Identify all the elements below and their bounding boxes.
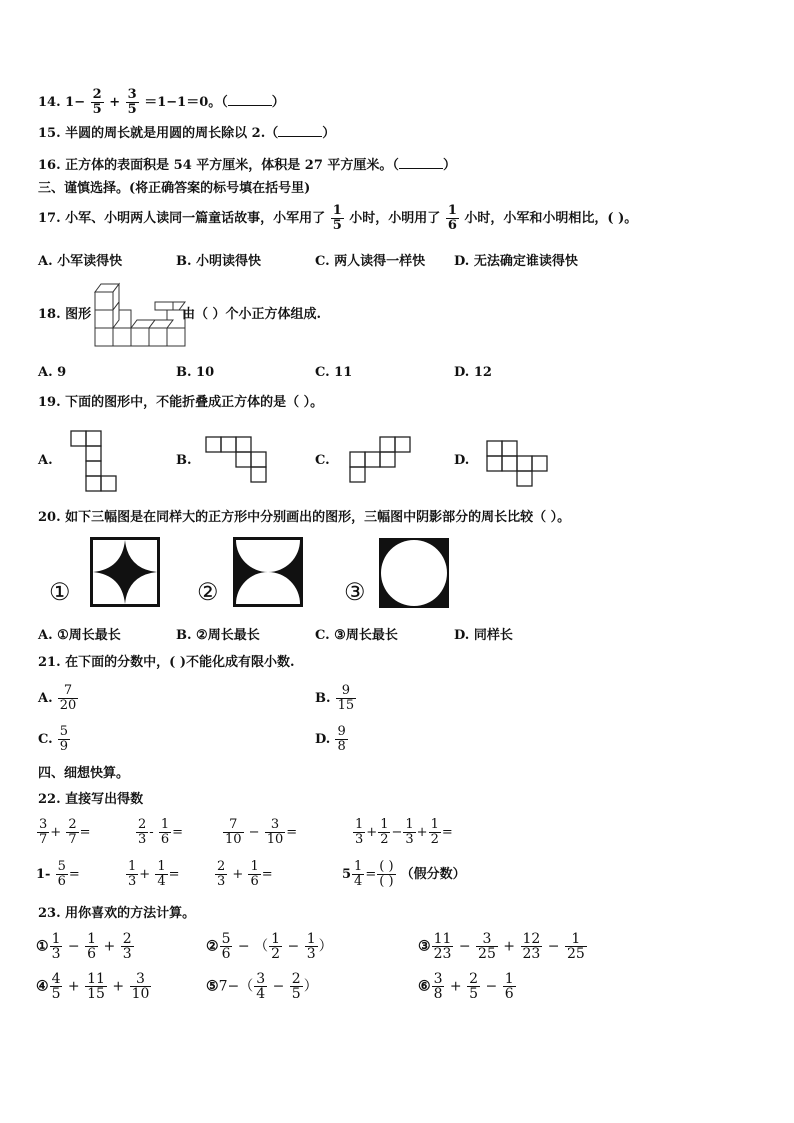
- q19-option-c[interactable]: C.: [315, 453, 330, 468]
- q19-net-d: [486, 440, 551, 488]
- q19-option-a[interactable]: A.: [38, 453, 53, 468]
- option-label: D.: [315, 732, 331, 747]
- q19-option-d[interactable]: D.: [454, 453, 470, 468]
- q14-fraction-1: $\frac{2}{5}$: [92, 87, 102, 117]
- q23-line: 23. 用你喜欢的方法计算。: [38, 906, 196, 921]
- q14-fraction-2: $\frac{3}{5}$: [127, 87, 137, 117]
- improper-fraction-note: （假分数）: [400, 867, 466, 882]
- q16-text: 16. 正方体的表面积是 54 平方厘米，体积是 27 平方厘米。（: [38, 158, 399, 173]
- q17-text-a: 17. 小军、小明两人读同一篇童话故事，小军用了: [38, 211, 326, 226]
- q14-close: ）: [271, 95, 285, 110]
- option-label: C.: [38, 732, 53, 747]
- q22-expr-7: $\frac{2}{3}$ + $\frac{1}{6}$ =: [217, 859, 273, 889]
- q14-line: [38, 88, 285, 117]
- q18-label: 18. 图形: [38, 307, 92, 322]
- option-label: B.: [315, 691, 331, 706]
- q23-expr-2: ② $\frac{5}{6}$ − （ $\frac{1}{2}$ − $\frac{1}{3}$ ）: [206, 931, 333, 962]
- q20-figure-2-semicircles: [233, 537, 303, 607]
- q21-option-c[interactable]: [38, 725, 71, 754]
- q21-line: 21. 在下面的分数中，( )不能化成有限小数.: [38, 655, 295, 670]
- q17-fraction-2: $\frac{1}{6}$: [447, 203, 457, 233]
- q17-fraction-1: $\frac{1}{5}$: [332, 203, 342, 233]
- q18-option-b[interactable]: B. 10: [176, 365, 215, 380]
- q22-expr-5: 1- $\frac{5}{6}$ =: [36, 859, 80, 889]
- q18-option-c[interactable]: C. 11: [315, 365, 353, 380]
- q17-option-c[interactable]: C. 两人读得一样快: [315, 254, 426, 269]
- q21-fraction-c: $\frac{5}{9}$: [59, 724, 69, 754]
- q22-expr-6: $\frac{1}{3}$ + $\frac{1}{4}$ =: [128, 859, 180, 889]
- q17-line: [38, 204, 637, 233]
- q19-net-c: [349, 436, 414, 484]
- q15-close: ）: [322, 126, 336, 141]
- q17-text-c: 小时，小军和小明相比，( )。: [464, 211, 638, 226]
- q21-fraction-b: $\frac{9}{15}$: [337, 683, 355, 713]
- q19-net-a: [70, 430, 120, 492]
- q23-expr-3: ③ $\frac{11}{23}$ − $\frac{3}{25}$ + $\frac{12}{23}$ − $\frac{1}{25}$: [418, 931, 585, 962]
- q19-net-b: [205, 436, 270, 484]
- q21-option-a[interactable]: [38, 684, 79, 713]
- q21-option-b[interactable]: [315, 684, 357, 713]
- q17-option-d[interactable]: D. 无法确定谁读得快: [454, 254, 578, 269]
- q18-cube-figure: [93, 280, 188, 350]
- q22-expr-2: $\frac{2}{3}$ - $\frac{1}{6}$ =: [138, 817, 183, 847]
- q17-option-b[interactable]: B. 小明读得快: [176, 254, 262, 269]
- q22-expr-3: $\frac{7}{10}$ − $\frac{3}{10}$ =: [225, 817, 298, 847]
- q20-mark-2: ②: [197, 578, 219, 606]
- q16-line: [38, 156, 456, 174]
- q21-fraction-a: $\frac{7}{20}$: [59, 683, 77, 713]
- q17-text-b: 小时，小明用了: [349, 211, 441, 226]
- q20-option-b[interactable]: B. ②周长最长: [176, 628, 260, 643]
- q23-expr-5: ⑤7−（ $\frac{3}{4}$ − $\frac{2}{5}$ ）: [206, 971, 318, 1002]
- q15-line: [38, 124, 335, 142]
- q20-option-c[interactable]: C. ③周长最长: [315, 628, 398, 643]
- q20-line: 20. 如下三幅图是在同样大的正方形中分别画出的图形，三幅图中阴影部分的周长比较（ ）。: [38, 510, 571, 525]
- q18-option-a[interactable]: A. 9: [38, 365, 67, 380]
- q19-line: 19. 下面的图形中，不能折叠成正方体的是（ ）。: [38, 395, 324, 410]
- answer-blank[interactable]: [399, 156, 443, 169]
- q20-figure-3-circle-in-square: [379, 538, 449, 608]
- q23-expr-6: ⑥ $\frac{3}{8}$ + $\frac{2}{5}$ − $\frac{1}{6}$: [418, 971, 514, 1002]
- q20-option-d[interactable]: D. 同样长: [454, 628, 513, 643]
- plus-sign: +: [109, 95, 121, 110]
- q20-option-a[interactable]: A. ①周长最长: [38, 628, 121, 643]
- option-label: A.: [38, 691, 53, 706]
- q22-expr-1: $\frac{3}{7}$ + $\frac{2}{7}$ =: [39, 817, 91, 847]
- q20-mark-3: ③: [344, 578, 366, 606]
- q20-figure-1-four-quarter-circles: [90, 537, 160, 607]
- q17-option-a[interactable]: A. 小军读得快: [38, 254, 123, 269]
- q19-option-b[interactable]: B.: [176, 453, 192, 468]
- answer-blank[interactable]: [228, 93, 272, 106]
- q14-tail: ＝1−1＝0。（: [144, 95, 228, 110]
- q15-text: 15. 半圆的周长就是用圆的周长除以 2.（: [38, 126, 279, 141]
- q22-expr-4: $\frac{1}{3}$ + $\frac{1}{2}$ − $\frac{1}{3}$ + $\frac{1}{2}$ =: [355, 817, 453, 847]
- q21-option-d[interactable]: [315, 725, 349, 754]
- q18-option-d[interactable]: D. 12: [454, 365, 492, 380]
- q16-close: ）: [442, 158, 456, 173]
- q23-expr-1: ① $\frac{1}{3}$ − $\frac{1}{6}$ + $\frac{2}{3}$: [36, 931, 132, 962]
- q14-number: 14.: [38, 95, 61, 110]
- q23-expr-4: ④ $\frac{4}{5}$ + $\frac{11}{15}$ + $\frac{3}{10}$: [36, 971, 150, 1002]
- q14-lead: 1−: [65, 95, 86, 110]
- answer-blank[interactable]: [278, 124, 322, 137]
- q22-expr-8: 5 $\frac{1}{4}$ = $\frac{( )}{( )}$ （假分数）: [342, 859, 466, 889]
- q18-tail: 由（ ）个小正方体组成.: [182, 307, 322, 322]
- q21-fraction-d: $\frac{9}{8}$: [337, 724, 346, 754]
- q20-mark-1: ①: [49, 578, 71, 606]
- q22-line: 22. 直接写出得数: [38, 792, 144, 807]
- section-3-heading: 三、谨慎选择。(将正确答案的标号填在括号里): [38, 181, 311, 196]
- section-4-heading: 四、细想快算。: [38, 766, 130, 781]
